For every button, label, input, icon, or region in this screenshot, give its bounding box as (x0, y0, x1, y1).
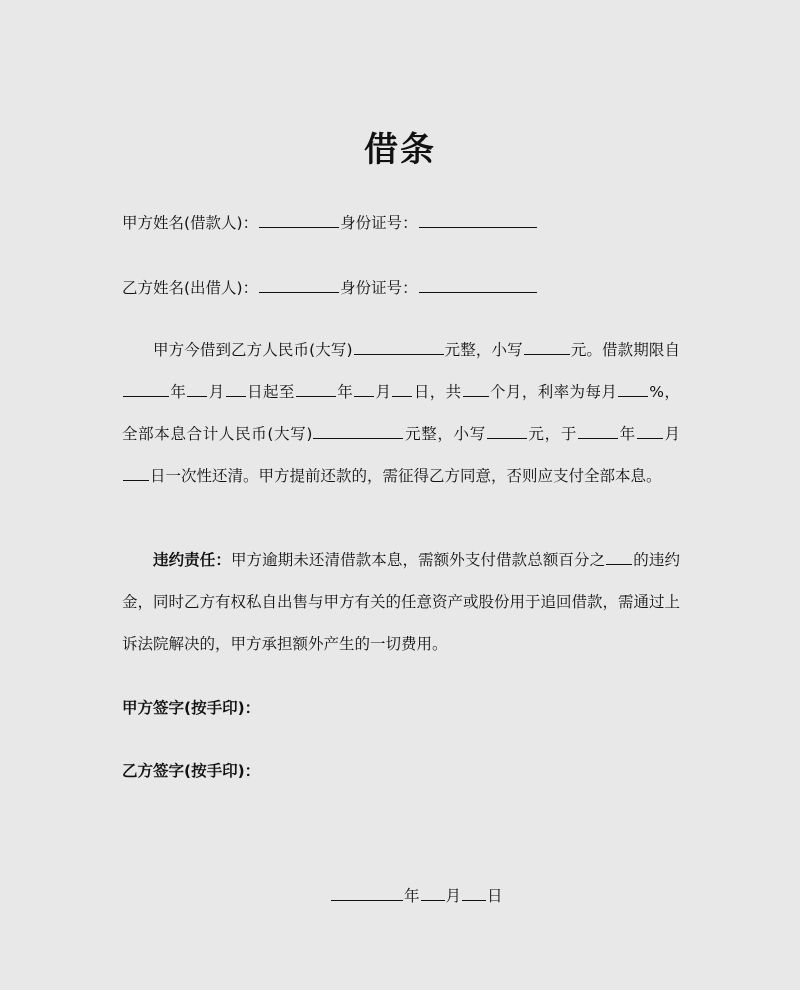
party-b-id-blank (419, 276, 537, 293)
party-a-name-label: 甲方姓名(借款人)： (122, 214, 259, 232)
loan-text: 元整，小写 (444, 341, 523, 359)
party-a-id-blank (419, 211, 537, 228)
loan-text: 月 (208, 383, 225, 401)
loan-text: 日，共 (413, 383, 462, 401)
loan-terms-paragraph (122, 329, 680, 497)
breach-heading: 违约责任： (153, 551, 231, 569)
breach-text: 的违约金，同时乙方有权私自出售与甲方有关的任意资产或股份用于追回借款，需通过上诉法院解决的，甲方承担额外产生的一切费用。 (122, 551, 681, 653)
loan-text: 月 (663, 425, 680, 443)
breach-paragraph (122, 539, 680, 665)
date-month-blank (421, 884, 445, 901)
party-a-line (122, 211, 682, 234)
loan-text: 日起至 (246, 383, 295, 401)
start-day-blank (226, 380, 246, 397)
penalty-percent-blank (606, 548, 632, 565)
rate-blank (618, 380, 648, 397)
loan-text: 元，于 (527, 425, 577, 443)
repay-month-blank (637, 422, 663, 439)
loan-text: 年 (336, 383, 354, 401)
party-b-line (122, 276, 682, 299)
party-a-id-label: 身份证号： (340, 214, 418, 232)
date-year-label: 年 (404, 887, 420, 905)
loan-text: %，全部本息合计人民币(大写) (122, 383, 680, 443)
end-day-blank (392, 380, 412, 397)
date-month-label: 月 (445, 887, 462, 905)
loan-text: 月 (375, 383, 392, 401)
loan-text: 甲方今借到乙方人民币(大写) (153, 341, 353, 359)
signature-a-label: 甲方签字(按手印)： (122, 699, 261, 717)
date-year-blank (331, 884, 403, 901)
repay-year-blank (578, 422, 618, 439)
party-b-id-label: 身份证号： (340, 279, 418, 297)
loan-text: 年 (170, 383, 187, 401)
loan-text: 元整，小写 (404, 425, 486, 443)
loan-text: 个月，利率为每月 (489, 383, 618, 401)
loan-text: 元。借款期限自 (570, 341, 680, 359)
repay-day-blank (123, 464, 149, 481)
party-a-name-blank (259, 211, 339, 228)
end-month-blank (354, 380, 374, 397)
amount-upper-blank (354, 338, 444, 355)
loan-text: 日一次性还清。甲方提前还款的，需征得乙方同意，否则应支付全部本息。 (150, 467, 662, 485)
breach-text: 甲方逾期未还清借款本息，需额外支付借款总额百分之 (230, 551, 606, 569)
start-month-blank (187, 380, 207, 397)
date-day-label: 日 (487, 887, 503, 905)
end-year-blank (296, 380, 336, 397)
loan-text: 年 (618, 425, 636, 443)
party-b-name-blank (259, 276, 339, 293)
date-line (330, 884, 503, 907)
date-day-blank (462, 884, 486, 901)
total-upper-blank (313, 422, 403, 439)
party-b-name-label: 乙方姓名(出借人)： (122, 279, 259, 297)
signature-b-label: 乙方签字(按手印)： (122, 762, 261, 780)
page-title: 借条 (364, 130, 436, 170)
amount-lower-blank (524, 338, 570, 355)
start-year-blank (123, 380, 169, 397)
months-blank (463, 380, 489, 397)
total-lower-blank (487, 422, 527, 439)
